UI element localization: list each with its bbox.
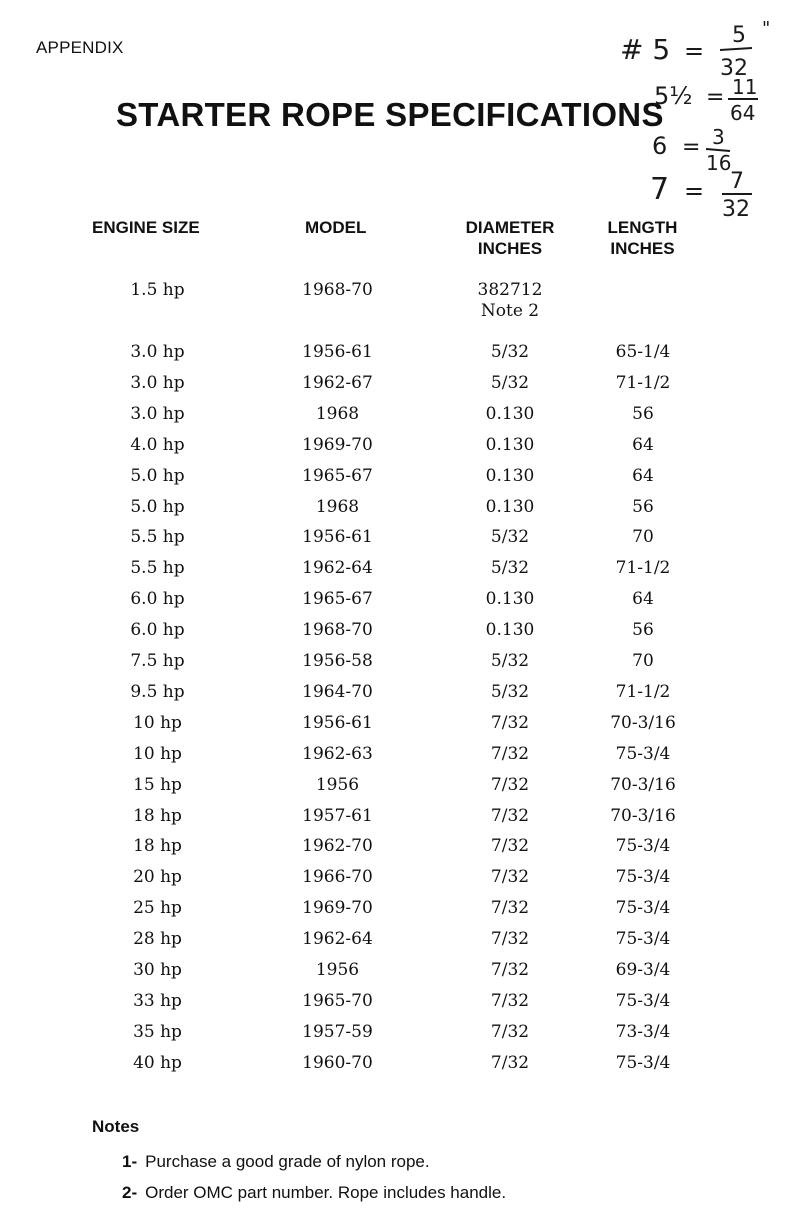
handwritten-note-2 [654, 75, 758, 125]
cell-model: 1960-70 [302, 1052, 373, 1073]
appendix-label: APPENDIX [36, 38, 124, 57]
cell-engine-size: 1.5 hp [130, 280, 185, 300]
cell-diameter: 5/32 [490, 372, 530, 393]
cell-length: 70 [632, 527, 654, 548]
handwritten-note-3-equals: = [682, 135, 701, 160]
cell-model: 1969-70 [302, 898, 373, 919]
handwritten-note-1-numerator: 5 [732, 23, 746, 48]
cell-engine-size: 4.0 hp [130, 434, 185, 455]
cell-diameter: 5/32 [490, 527, 530, 548]
cell-engine-size: 33 hp [133, 990, 182, 1011]
cell-diameter: 5/32 [490, 681, 530, 702]
handwritten-note-2-denominator: 64 [730, 101, 756, 125]
cell-length: 71-1/2 [615, 372, 671, 393]
cell-model: 1968 [315, 403, 360, 424]
cell-model: 1957-61 [302, 805, 373, 826]
header-length-line1: LENGTH [607, 218, 678, 237]
cell-diameter-note: Note 2 [480, 301, 540, 321]
cell-engine-size: 18 hp [133, 805, 182, 826]
cell-length: 56 [632, 496, 654, 517]
cell-length: 69-3/4 [615, 960, 671, 980]
cell-engine-size: 10 hp [133, 712, 182, 733]
cell-engine-size: 3.0 hp [130, 342, 185, 362]
cell-length: 56 [632, 403, 654, 424]
handwritten-note-2-numerator: 11 [732, 75, 758, 99]
cell-length: 70-3/16 [610, 805, 676, 826]
note-text: Purchase a good grade of nylon rope. [145, 1152, 430, 1171]
handwritten-note-1-inch-mark: " [762, 18, 771, 39]
handwritten-fraction-notes [612, 4, 782, 219]
handwritten-note-4-equals: = [684, 177, 705, 205]
handwritten-note-1-denominator: 32 [720, 56, 748, 81]
cell-length: 75-3/4 [615, 867, 671, 888]
cell-model: 1956 [315, 960, 360, 980]
cell-model: 1962-63 [302, 743, 373, 764]
cell-length: 75-3/4 [615, 836, 671, 857]
cell-length: 64 [632, 434, 654, 455]
note-item [122, 1183, 506, 1203]
cell-length: 70 [632, 651, 654, 671]
handwritten-note-1 [620, 18, 770, 81]
cell-length: 75-3/4 [615, 743, 671, 764]
header-engine-size: ENGINE SIZE [92, 218, 200, 237]
cell-diameter: 0.130 [485, 620, 535, 641]
handwritten-note-3 [652, 125, 731, 175]
note-item [122, 1152, 430, 1172]
cell-diameter: 7/32 [490, 960, 530, 980]
cell-model: 1956-61 [302, 527, 373, 548]
cell-diameter: 7/32 [490, 867, 530, 888]
cell-diameter: 7/32 [490, 1052, 530, 1073]
handwritten-note-3-denominator: 16 [706, 151, 732, 175]
handwritten-note-3-numerator: 3 [712, 125, 725, 149]
cell-model: 1956-61 [302, 342, 373, 362]
handwritten-note-2-equals: = [706, 85, 725, 110]
handwritten-note-3-lhs: 6 [652, 132, 668, 160]
cell-diameter: 5/32 [490, 342, 530, 362]
cell-engine-size: 10 hp [133, 743, 182, 764]
cell-diameter: 7/32 [490, 990, 530, 1011]
cell-length: 64 [632, 589, 654, 610]
cell-diameter: 0.130 [485, 403, 535, 424]
cell-model: 1957-59 [302, 1021, 373, 1042]
handwritten-note-4-lhs: 7 [650, 172, 670, 207]
cell-model: 1962-67 [302, 372, 373, 393]
cell-engine-size: 5.0 hp [130, 465, 185, 486]
cell-diameter: 7/32 [490, 929, 530, 950]
cell-length: 75-3/4 [615, 1052, 671, 1073]
cell-engine-size: 5.0 hp [130, 496, 185, 517]
header-diameter [450, 217, 570, 259]
header-length [585, 217, 700, 259]
cell-diameter: 0.130 [485, 496, 535, 517]
cell-diameter: 0.130 [485, 589, 535, 610]
cell-engine-size: 6.0 hp [130, 589, 185, 610]
cell-diameter: 7/32 [490, 712, 530, 733]
handwritten-note-1-equals: = [684, 37, 705, 65]
handwritten-note-4 [650, 169, 752, 219]
cell-length: 73-3/4 [615, 1021, 671, 1042]
cell-engine-size: 9.5 hp [130, 681, 185, 702]
cell-length: 70-3/16 [610, 774, 676, 795]
cell-diameter: 7/32 [490, 898, 530, 919]
cell-length: 64 [632, 465, 654, 486]
cell-model: 1962-70 [302, 836, 373, 857]
note-text: Order OMC part number. Rope includes handle. [145, 1183, 507, 1202]
cell-engine-size: 30 hp [133, 960, 182, 980]
page-title: STARTER ROPE SPECIFICATIONS [116, 96, 664, 133]
cell-model: 1956 [315, 774, 360, 795]
cell-model: 1956-58 [302, 651, 373, 671]
cell-length: 75-3/4 [615, 898, 671, 919]
notes-title: Notes [92, 1117, 140, 1136]
cell-length: 75-3/4 [615, 929, 671, 950]
cell-engine-size: 18 hp [133, 836, 182, 857]
cell-length: 71-1/2 [615, 681, 671, 702]
cell-length: 56 [632, 620, 654, 641]
cell-model: 1965-67 [302, 465, 373, 486]
cell-model: 1966-70 [302, 867, 373, 888]
cell-engine-size: 35 hp [133, 1021, 182, 1042]
cell-diameter: 7/32 [490, 774, 530, 795]
cell-engine-size: 6.0 hp [130, 620, 185, 641]
cell-engine-size: 3.0 hp [130, 403, 185, 424]
cell-engine-size: 5.5 hp [130, 558, 185, 579]
cell-model: 1965-67 [302, 589, 373, 610]
cell-engine-size: 15 hp [133, 774, 182, 795]
cell-model: 1969-70 [302, 434, 373, 455]
cell-engine-size: 5.5 hp [130, 527, 185, 548]
cell-length: 75-3/4 [615, 990, 671, 1011]
header-length-line2: INCHES [610, 239, 675, 258]
header-model: MODEL [305, 218, 367, 237]
handwritten-note-1-fraction-bar [720, 48, 752, 50]
cell-model: 1962-64 [302, 929, 373, 950]
cell-length: 65-1/4 [615, 342, 671, 362]
cell-model: 1956-61 [302, 712, 373, 733]
cell-diameter: 7/32 [490, 743, 530, 764]
cell-model: 1965-70 [302, 990, 373, 1011]
note-number: 1- [122, 1152, 138, 1171]
cell-model: 1964-70 [302, 681, 373, 702]
cell-engine-size: 7.5 hp [130, 651, 185, 671]
cell-diameter: 5/32 [490, 651, 530, 671]
cell-engine-size: 28 hp [133, 929, 182, 950]
cell-model: 1968-70 [302, 280, 373, 300]
handwritten-note-2-lhs: 5½ [654, 82, 693, 110]
cell-model: 1968-70 [302, 620, 373, 641]
cell-engine-size: 3.0 hp [130, 372, 185, 393]
handwritten-note-4-denominator: 32 [722, 197, 750, 219]
cell-length: 70-3/16 [610, 712, 676, 733]
handwritten-note-4-numerator: 7 [730, 169, 744, 194]
cell-diameter: 0.130 [485, 465, 535, 486]
cell-diameter: 0.130 [485, 434, 535, 455]
cell-engine-size: 40 hp [133, 1052, 182, 1073]
cell-model: 1968 [315, 496, 360, 517]
cell-diameter: 5/32 [490, 558, 530, 579]
header-diameter-line2: INCHES [477, 239, 543, 258]
cell-diameter: 382712 [477, 280, 543, 300]
cell-model: 1962-64 [302, 558, 373, 579]
cell-diameter: 7/32 [490, 836, 530, 857]
cell-engine-size: 25 hp [133, 898, 182, 919]
cell-engine-size: 20 hp [133, 867, 182, 888]
note-number: 2- [122, 1183, 138, 1202]
cell-length: 71-1/2 [615, 558, 671, 579]
cell-diameter: 7/32 [490, 805, 530, 826]
cell-diameter: 7/32 [490, 1021, 530, 1042]
handwritten-note-1-lhs: # 5 [620, 33, 671, 66]
header-diameter-line1: DIAMETER [465, 218, 555, 237]
